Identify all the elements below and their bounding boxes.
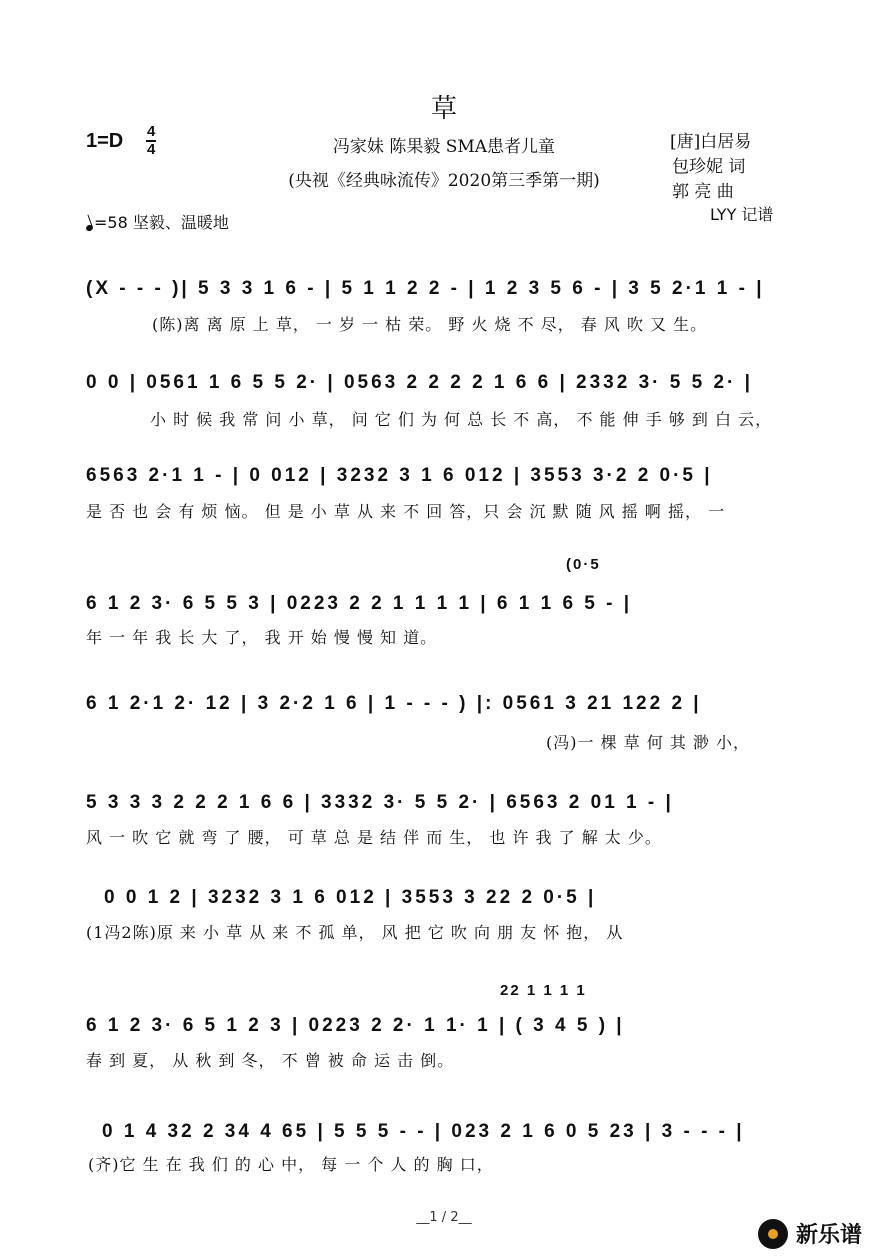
lyric-line-6: 风 一 吹 它 就 弯 了 腰， 可 草 总 是 结 伴 而 生， 也 许 我 了 解 太 少。 <box>86 828 662 847</box>
program-line: (央视《经典咏流传》2020第三季第一期) <box>288 171 600 191</box>
record-disc-icon <box>758 1219 788 1249</box>
lyric-line-9: (齐)它 生 在 我 们 的 心 中， 每 一 个 人 的 胸 口， <box>88 1155 494 1174</box>
lyric-line-4: 年 一 年 我 长 大 了， 我 开 始 慢 慢 知 道。 <box>86 628 438 647</box>
key-signature: 1=D <box>86 130 124 152</box>
performers-line: 冯家妹 陈果毅 SMA患者儿童 <box>332 137 556 157</box>
credit-poet: [唐]白居易 <box>670 132 752 152</box>
credit-lyricist: 包珍妮 词 <box>672 157 746 177</box>
alternate-note-2: 22 1 1 1 1 <box>500 982 587 999</box>
lyric-line-1: (陈)离 离 原 上 草， 一 岁 一 枯 荣。 野 火 烧 不 尽， 春 风 吹 又 生。 <box>152 315 708 334</box>
lyric-line-7: (1冯2陈)原 来 小 草 从 来 不 孤 单， 风 把 它 吹 向 朋 友 怀 抱， 从 <box>86 923 624 942</box>
music-line-6: 5 3 3 3 2 2 2 1 6 6 | 3332 3· 5 5 2· | 6563 2 01 1 - | <box>86 792 674 813</box>
music-line-3: 6563 2·1 1 - | 0 012 | 3232 3 1 6 012 | 3553 3·2 2 0·5 | <box>86 465 713 486</box>
lyric-line-5: (冯)一 棵 草 何 其 渺 小， <box>546 733 751 752</box>
alternate-note-1: (0·5 <box>566 556 601 573</box>
credit-transcriber: LYY 记谱 <box>710 205 774 224</box>
quarter-note-icon <box>85 224 94 232</box>
music-line-8: 6 1 2 3· 6 5 1 2 3 | 0223 2 2· 1 1· 1 | ( 3 4 5 ) | <box>86 1015 625 1036</box>
music-line-9: 0 1 4 32 2 34 4 65 | 5 5 5 - - | 023 2 1 6 0 5 23 | 3 - - - | <box>102 1121 745 1142</box>
site-logo <box>758 1218 862 1249</box>
tempo-marking <box>86 210 229 233</box>
music-line-2: 0 0 | 0561 1 6 5 5 2· | 0563 2 2 2 2 1 6 6 | 2332 3· 5 5 2· | <box>86 372 753 393</box>
lyric-line-8: 春 到 夏， 从 秋 到 冬， 不 曾 被 命 运 击 倒。 <box>86 1051 455 1070</box>
time-signature-bottom: 4 <box>147 141 156 158</box>
score-title: 草 <box>430 94 457 124</box>
music-line-1: (X - - - )| 5 3 3 1 6 - | 5 1 1 2 2 - | 1 2 3 5 6 - | 3 5 2·1 1 - | <box>86 278 765 299</box>
music-line-4: 6 1 2 3· 6 5 5 3 | 0223 2 2 1 1 1 1 | 6 1 1 6 5 - | <box>86 593 633 614</box>
time-signature-top: 4 <box>147 123 156 140</box>
lyric-line-2: 小 时 候 我 常 问 小 草， 问 它 们 为 何 总 长 不 高， 不 能 伸 手 够 到 白 云， <box>150 410 773 429</box>
lyric-line-3: 是 否 也 会 有 烦 恼。 但 是 小 草 从 来 不 回 答，只 会 沉 默 随 风 摇 啊 摇， 一 <box>86 502 726 521</box>
music-line-5: 6 1 2·1 2· 12 | 3 2·2 1 6 | 1 - - - ) |: 0561 3 21 122 2 | <box>86 693 702 714</box>
music-line-7: 0 0 1 2 | 3232 3 1 6 012 | 3553 3 22 2 0·5 | <box>104 887 597 908</box>
tempo-text: =58 坚毅、温暖地 <box>94 213 229 232</box>
page-number: __1 / 2__ <box>416 1210 472 1225</box>
logo-text: 新乐谱 <box>796 1223 863 1248</box>
credit-composer: 郭 亮 曲 <box>672 182 734 202</box>
